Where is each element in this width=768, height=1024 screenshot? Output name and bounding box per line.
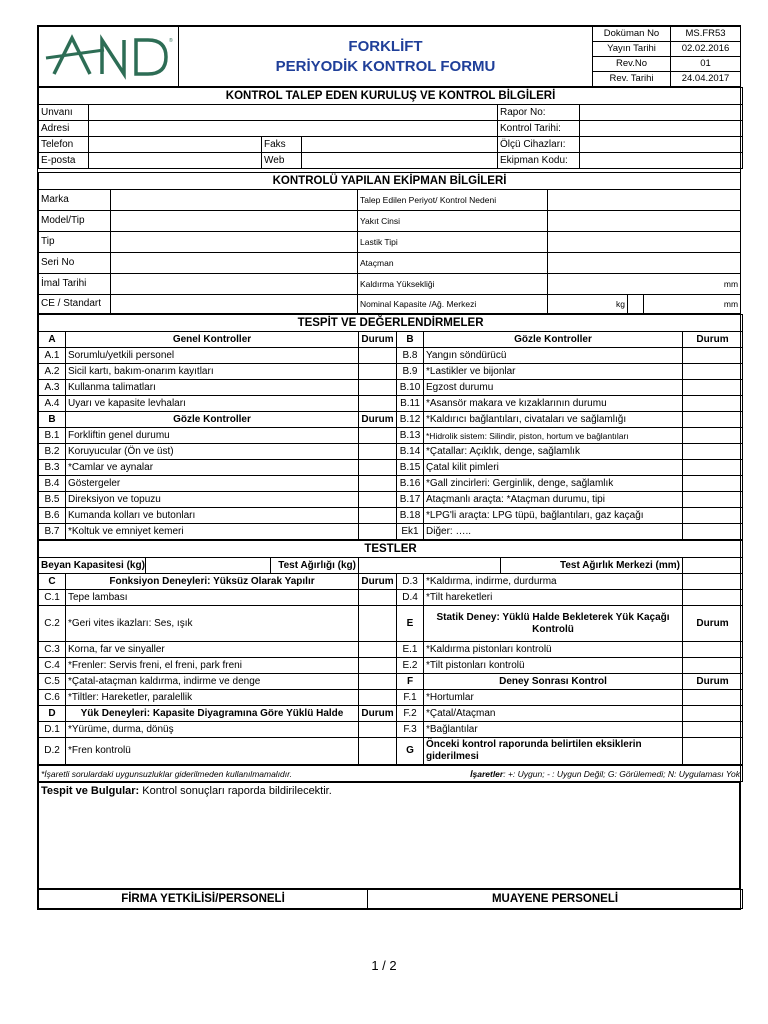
durum-field[interactable] [359, 380, 397, 396]
adresi-label: Adresi [39, 121, 89, 137]
legend-label: İşaretler [470, 768, 504, 779]
item-code: C.5 [39, 674, 66, 690]
item-text: *Kaldırma, indirme, durdurma [424, 574, 683, 590]
meta-value: 01 [671, 57, 741, 72]
durum-field[interactable] [359, 524, 397, 540]
item-code: D.2 [39, 738, 66, 765]
g-item-text: Önceki kontrol raporunda belirtilen eksiklerin giderilmesi [424, 738, 683, 765]
durum-field[interactable] [683, 348, 743, 364]
item-text: *Koltuk ve emniyet kemeri [66, 524, 359, 540]
durum-field[interactable] [359, 476, 397, 492]
item-code: B.14 [397, 444, 424, 460]
item-code: C.3 [39, 642, 66, 658]
item-code: B.6 [39, 508, 66, 524]
olcu-cihazlari-label: Ölçü Cihazları: [498, 137, 580, 153]
durum-field[interactable] [683, 444, 743, 460]
meta-label: Rev.No [593, 57, 671, 72]
faks-label: Faks [262, 137, 302, 153]
item-text: *Çatallar: Açıklık, denge, sağlamlık [424, 444, 683, 460]
warning-note: *İşaretli sorulardaki uygunsuzluklar giderilmeden kullanılmamalıdır. [39, 766, 391, 782]
item-code: B.18 [397, 508, 424, 524]
durum-field[interactable] [359, 508, 397, 524]
durum-field[interactable] [683, 460, 743, 476]
durum-field[interactable] [359, 492, 397, 508]
item-code: F.2 [397, 706, 424, 722]
imal-tarihi-field[interactable] [111, 274, 358, 295]
durum-field[interactable] [683, 706, 743, 722]
legend-note [391, 766, 743, 782]
title-line-2: PERİYODİK KONTROL FORMU [275, 57, 496, 75]
item-code: B.7 [39, 524, 66, 540]
item-code: C.4 [39, 658, 66, 674]
durum-field[interactable] [683, 642, 743, 658]
item-text: Ataçmanlı araçta: *Ataçman durumu, tipi [424, 492, 683, 508]
imal-tarihi-label: İmal Tarihi [39, 274, 111, 295]
item-text: Forkliftin genel durumu [66, 428, 359, 444]
rapor-no-label: Rapor No: [498, 105, 580, 121]
item-text: *Lastikler ve bijonlar [424, 364, 683, 380]
section-title: TESPİT VE DEĞERLENDİRMELER [39, 315, 743, 332]
durum-field[interactable] [359, 590, 397, 606]
item-code: B.12 [397, 412, 424, 428]
item-code: D.4 [397, 590, 424, 606]
periyot-label: Talep Edilen Periyot/ Kontrol Nedeni [358, 190, 548, 211]
tip-label: Tip [39, 232, 111, 253]
group-code: B [397, 332, 424, 348]
durum-field[interactable] [683, 590, 743, 606]
item-code: B.15 [397, 460, 424, 476]
adresi-field[interactable] [89, 121, 498, 137]
group-title: Fonksiyon Deneyleri: Yüksüz Olarak Yapılır [66, 574, 359, 590]
atacman-label: Ataçman [358, 253, 548, 274]
findings-section [38, 314, 743, 540]
item-text: *Yürüme, durma, dönüş [66, 722, 359, 738]
durum-field[interactable] [359, 642, 397, 658]
section-title: KONTROL TALEP EDEN KURULUŞ VE KONTROL BİLGİLERİ [39, 88, 743, 105]
item-text: Koruyucular (Ön ve üst) [66, 444, 359, 460]
item-text: Uyarı ve kapasite levhaları [66, 396, 359, 412]
eposta-field[interactable] [89, 153, 262, 169]
item-text: Kullanma talimatları [66, 380, 359, 396]
item-code: B.8 [397, 348, 424, 364]
durum-field[interactable] [359, 690, 397, 706]
item-text: *Camlar ve aynalar [66, 460, 359, 476]
group-title: Yük Deneyleri: Kapasite Diyagramına Göre Yüklü Halde [66, 706, 359, 722]
legend-text: : +: Uygun; - : Uygun Değil; G: Görülemedi; N: Uygulaması Yok [503, 768, 740, 779]
web-label: Web [262, 153, 302, 169]
notes-row [38, 765, 743, 782]
durum-field[interactable] [683, 508, 743, 524]
meta-label: Doküman No [593, 27, 671, 42]
durum-field[interactable] [359, 658, 397, 674]
durum-field[interactable] [359, 460, 397, 476]
seri-no-label: Seri No [39, 253, 111, 274]
group-title: Deney Sonrası Kontrol [424, 674, 683, 690]
meta-value: MS.FR53 [671, 27, 741, 42]
item-text: *Kaldırma pistonları kontrolü [424, 642, 683, 658]
group-code: D [39, 706, 66, 722]
findings-label: Tespit ve Bulgular: [41, 785, 140, 797]
durum-field[interactable] [683, 658, 743, 674]
faks-field[interactable] [302, 137, 498, 153]
durum-field[interactable] [359, 348, 397, 364]
meta-label: Rev. Tarihi [593, 72, 671, 87]
group-title: Gözle Kontroller [424, 332, 683, 348]
telefon-field[interactable] [89, 137, 262, 153]
group-title: Genel Kontroller [66, 332, 359, 348]
durum-field[interactable] [683, 396, 743, 412]
item-text: Sicil kartı, bakım-onarım kayıtları [66, 364, 359, 380]
item-text: Sorumlu/yetkili personel [66, 348, 359, 364]
beyan-kapasitesi-label: Beyan Kapasitesi (kg) [39, 558, 146, 574]
item-code: B.2 [39, 444, 66, 460]
item-code: B.11 [397, 396, 424, 412]
form-title [179, 27, 593, 87]
findings-text: Kontrol sonuçları raporda bildirilecektir. [139, 785, 332, 797]
item-code: D.1 [39, 722, 66, 738]
item-text: *Kaldırıcı bağlantıları, civataları ve sağlamlığı [424, 412, 683, 428]
group-title: Gözle Kontroller [66, 412, 359, 428]
test-agirlik-merkezi-field[interactable] [683, 558, 743, 574]
model-tip-field[interactable] [111, 211, 358, 232]
kapasite-kg-field[interactable]: kg [548, 295, 628, 314]
item-text: *Bağlantılar [424, 722, 683, 738]
item-code: Ek1 [397, 524, 424, 540]
and-logo-icon [44, 30, 174, 80]
item-text: *Gall zincirleri: Gerginlik, denge, sağlamlık [424, 476, 683, 492]
model-tip-label: Model/Tip [39, 211, 111, 232]
item-code: C.2 [39, 606, 66, 642]
durum-field[interactable] [683, 428, 743, 444]
item-text: *Hidrolik sistem: Silindir, piston, hortum ve bağlantıları [424, 428, 683, 444]
item-text: Direksiyon ve topuzu [66, 492, 359, 508]
item-code: A.1 [39, 348, 66, 364]
muayene-personeli-label: MUAYENE PERSONELİ [368, 890, 743, 909]
group-code: A [39, 332, 66, 348]
item-code: C.6 [39, 690, 66, 706]
item-code: B.10 [397, 380, 424, 396]
svg-text:®: ® [168, 37, 173, 44]
durum-field[interactable] [683, 380, 743, 396]
item-code: B.9 [397, 364, 424, 380]
telefon-label: Telefon [39, 137, 89, 153]
durum-header: Durum [359, 706, 397, 722]
item-code: F.1 [397, 690, 424, 706]
nominal-kapasite-label: Nominal Kapasite /Ağ. Merkezi [358, 295, 548, 314]
web-field[interactable] [302, 153, 498, 169]
forklift-inspection-form [37, 25, 741, 910]
seri-no-field[interactable] [111, 253, 358, 274]
item-text: *Asansör makara ve kızaklarının durumu [424, 396, 683, 412]
periyot-field[interactable] [548, 190, 741, 211]
section-title: KONTROLÜ YAPILAN EKİPMAN BİLGİLERİ [39, 173, 741, 190]
meta-label: Yayın Tarihi [593, 42, 671, 57]
tip-field[interactable] [111, 232, 358, 253]
item-text: Korna, far ve sinyaller [66, 642, 359, 658]
marka-field[interactable] [111, 190, 358, 211]
yakit-cinsi-label: Yakıt Cinsi [358, 211, 548, 232]
lastik-tipi-label: Lastik Tipi [358, 232, 548, 253]
beyan-kapasitesi-field[interactable] [146, 558, 271, 574]
yakit-cinsi-field[interactable] [548, 211, 741, 232]
test-agirlik-merkezi-label: Test Ağırlık Merkezi (mm) [501, 558, 683, 574]
section-title: TESTLER [39, 541, 743, 558]
item-text: *LPG'li araçta: LPG tüpü, bağlantıları, gaz kaçağı [424, 508, 683, 524]
item-code: A.3 [39, 380, 66, 396]
durum-field[interactable] [683, 412, 743, 428]
durum-field[interactable] [359, 364, 397, 380]
durum-field[interactable] [359, 396, 397, 412]
unvani-field[interactable] [89, 105, 498, 121]
group-code: C [39, 574, 66, 590]
durum-field[interactable] [683, 722, 743, 738]
title-line-1: FORKLİFT [348, 37, 423, 55]
item-code: E.1 [397, 642, 424, 658]
company-logo [39, 27, 179, 87]
item-code: D.3 [397, 574, 424, 590]
item-code: A.2 [39, 364, 66, 380]
item-code: B.3 [39, 460, 66, 476]
durum-field[interactable] [359, 722, 397, 738]
item-code: B.17 [397, 492, 424, 508]
group-title: Statik Deney: Yüklü Halde Bekleterek Yük Kaçağı Kontrolü [424, 606, 683, 642]
firma-yetkilisi-label: FİRMA YETKİLİSİ/PERSONELİ [39, 890, 368, 909]
item-text: *Hortumlar [424, 690, 683, 706]
item-code: F.3 [397, 722, 424, 738]
findings-text-area[interactable] [39, 783, 740, 889]
lastik-tipi-field[interactable] [548, 232, 741, 253]
group-code: F [397, 674, 424, 690]
item-code: A.4 [39, 396, 66, 412]
durum-field[interactable] [683, 492, 743, 508]
equipment-section [38, 172, 741, 314]
tests-section [38, 540, 743, 765]
item-code: E.2 [397, 658, 424, 674]
item-text: Çatal kilit pimleri [424, 460, 683, 476]
durum-header: Durum [359, 574, 397, 590]
item-code: B.1 [39, 428, 66, 444]
durum-field[interactable] [359, 674, 397, 690]
durum-field[interactable] [683, 574, 743, 590]
durum-header: Durum [683, 332, 743, 348]
item-code: B.5 [39, 492, 66, 508]
durum-field[interactable] [359, 444, 397, 460]
test-agirligi-label: Test Ağırlığı (kg) [271, 558, 359, 574]
durum-header: Durum [359, 332, 397, 348]
rapor-no-field[interactable] [580, 105, 743, 121]
kaldirma-yuksekligi-field[interactable]: mm [548, 274, 741, 295]
item-text: Diğer: ….. [424, 524, 683, 540]
durum-field[interactable] [359, 738, 397, 765]
findings-box [38, 782, 740, 889]
item-code: B.13 [397, 428, 424, 444]
durum-header: Durum [683, 674, 743, 690]
durum-field[interactable] [683, 524, 743, 540]
test-agirligi-field[interactable] [359, 558, 501, 574]
item-text: Egzost durumu [424, 380, 683, 396]
item-text: Göstergeler [66, 476, 359, 492]
durum-header: Durum [683, 606, 743, 642]
kontrol-tarihi-field[interactable] [580, 121, 743, 137]
item-text: *Çatal-ataçman kaldırma, indirme ve denge [66, 674, 359, 690]
ce-standart-label: CE / Standart [39, 295, 111, 314]
item-text: Tepe lambası [66, 590, 359, 606]
marka-label: Marka [39, 190, 111, 211]
item-text: *Çatal/Ataçman [424, 706, 683, 722]
item-text: *Fren kontrolü [66, 738, 359, 765]
item-code: B.4 [39, 476, 66, 492]
eposta-label: E-posta [39, 153, 89, 169]
unvani-label: Unvanı [39, 105, 89, 121]
ekipman-kodu-field[interactable] [580, 153, 743, 169]
signature-row [38, 889, 743, 909]
item-text: *Tiltler: Hareketler, paralellik [66, 690, 359, 706]
group-code: B [39, 412, 66, 428]
olcu-cihazlari-field[interactable] [580, 137, 743, 153]
group-code: G [397, 738, 424, 765]
durum-field[interactable] [683, 738, 743, 765]
item-text: *Geri vites ikazları: Ses, ışık [66, 606, 359, 642]
durum-field[interactable] [683, 476, 743, 492]
requester-section [38, 87, 743, 169]
page-number: 1 / 2 [371, 958, 397, 973]
meta-value: 24.04.2017 [671, 72, 741, 87]
durum-field[interactable] [359, 428, 397, 444]
item-text: Yangın söndürücü [424, 348, 683, 364]
durum-header: Durum [359, 412, 397, 428]
item-text: *Tilt pistonları kontrolü [424, 658, 683, 674]
kaldirma-yuksekligi-label: Kaldırma Yüksekliği [358, 274, 548, 295]
meta-value: 02.02.2016 [671, 42, 741, 57]
atacman-field[interactable] [548, 253, 741, 274]
item-code: B.16 [397, 476, 424, 492]
durum-field[interactable] [359, 606, 397, 642]
item-text: *Frenler: Servis freni, el freni, park freni [66, 658, 359, 674]
durum-field[interactable] [683, 364, 743, 380]
kontrol-tarihi-label: Kontrol Tarihi: [498, 121, 580, 137]
durum-field[interactable] [683, 690, 743, 706]
item-code: C.1 [39, 590, 66, 606]
form-header [38, 26, 741, 87]
item-text: Kumanda kolları ve butonları [66, 508, 359, 524]
ce-standart-field[interactable] [111, 295, 358, 314]
kapasite-spacer [628, 295, 644, 314]
agirlik-merkezi-field[interactable]: mm [644, 295, 741, 314]
group-code: E [397, 606, 424, 642]
item-text: *Tilt hareketleri [424, 590, 683, 606]
ekipman-kodu-label: Ekipman Kodu: [498, 153, 580, 169]
